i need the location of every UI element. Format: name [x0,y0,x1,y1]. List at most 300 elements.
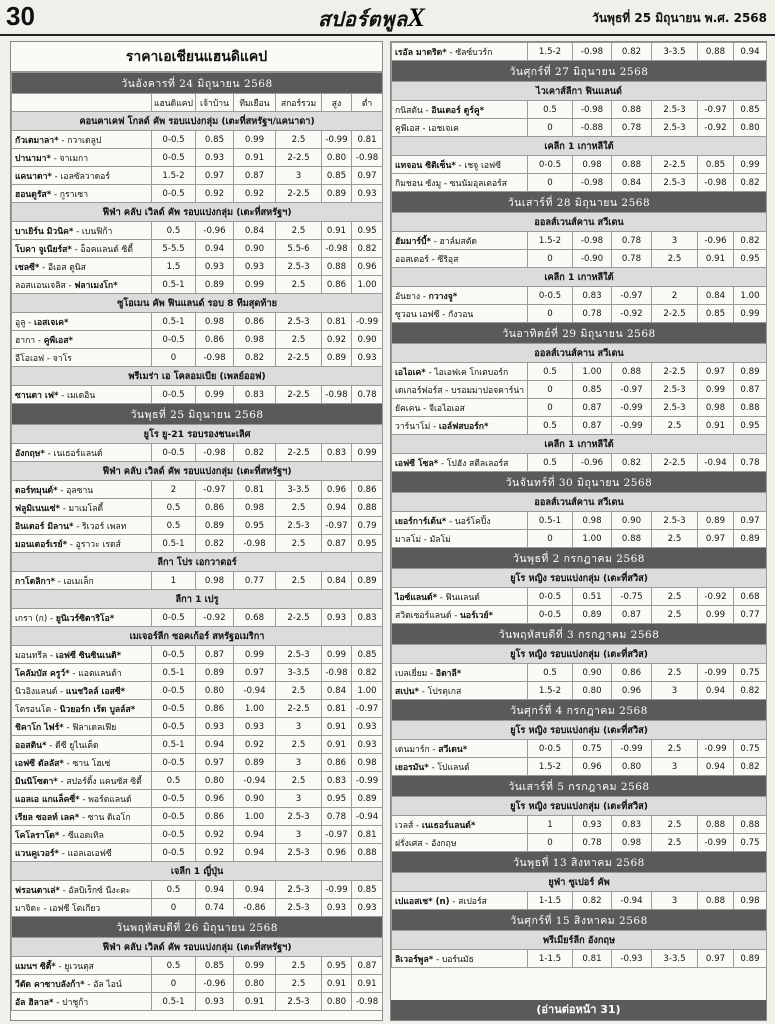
away-team: ฟิลาเดลเฟีย [72,722,117,733]
home-team: อังกฤษ* [15,448,45,459]
odds-value: 2.5-3 [276,646,322,664]
odds-value: 1 [528,816,573,834]
home-team: แคนาดา* [15,171,52,182]
odds-value: 0.75 [734,664,767,682]
date-header: วันศุกร์ที่ 27 มิถุนายน 2568 [392,61,767,82]
odds-value: 0.77 [234,572,276,590]
away-team: นอร์เวย์* [460,610,493,621]
date-header: วันพุธที่ 2 กรกฎาคม 2568 [392,548,767,569]
odds-value: -0.96 [698,232,734,250]
match-teams [392,816,528,834]
away-team: มัลโม่ [429,534,451,545]
odds-value: 0.88 [698,43,734,61]
date-header: วันพฤหัสบดีที่ 3 กรกฎาคม 2568 [392,624,767,645]
date-header-row [392,910,767,931]
odds-value: 0.87 [196,646,234,664]
odds-value: 0.5 [528,363,573,381]
odds-value: 1.00 [234,700,276,718]
odds-value: -0.98 [196,444,234,462]
league-header: ออลส์เวนส์คาน สวีเดน [392,344,767,363]
odds-value: 0.94 [698,682,734,700]
match-teams [392,174,528,192]
team-separator: - [51,171,61,182]
league-header: คอนคาเคฟ โกลด์ คัพ รอบแบ่งกลุ่ม (เตะที่สหรัฐฯ/แคนาดา) [12,112,383,131]
home-team: ลอสแอนเจลิส [15,280,66,291]
odds-value: 0.93 [352,899,383,917]
odds-value: 0.85 [352,646,383,664]
odds-value: 0.97 [698,950,734,968]
odds-value: 0.91 [234,149,276,167]
odds-value: 0.5 [152,957,196,975]
odds-value: 0.82 [734,174,767,192]
odds-value: 2-2.5 [652,156,698,174]
odds-value: 2.5-3 [276,808,322,826]
away-team: โปแลนด์ [437,762,470,773]
odds-value: 0.5 [528,664,573,682]
odds-value: 0.94 [234,844,276,862]
date-header-row [392,700,767,721]
team-separator: - [421,534,430,545]
match-row [392,454,767,472]
match-teams [12,790,152,808]
match-teams [12,808,152,826]
odds-value: -0.98 [234,535,276,553]
team-separator: - [51,704,60,715]
match-teams [392,454,528,472]
odds-value: -0.98 [573,43,612,61]
odds-value: 0.93 [234,718,276,736]
league-header-row [12,938,383,957]
odds-value: 0.80 [234,975,276,993]
match-teams [392,892,528,910]
away-team: พอร์ตแลนด์ [88,794,132,805]
right-column [390,41,767,1021]
odds-value: 2.5 [276,535,322,553]
odds-value: 0.94 [322,499,352,517]
home-team: เรอัล มาดริด* [395,47,447,58]
date-header-row [392,624,767,645]
match-teams [12,700,152,718]
team-separator: - [84,979,94,990]
away-team: นอร์โคปิ้ง [454,516,491,527]
odds-value: 2.5-3 [276,899,322,917]
match-row [392,512,767,530]
odds-value: 0.78 [352,386,383,404]
odds-value: 0.85 [196,957,234,975]
odds-value: 0.90 [234,240,276,258]
match-row [12,240,383,258]
odds-value: 0.94 [196,736,234,754]
odds-value: 0.91 [234,993,276,1011]
odds-value: 0.68 [234,609,276,627]
odds-value: 0.5-1 [152,276,196,294]
league-header-row [392,82,767,101]
match-row [12,258,383,276]
team-separator: - [442,385,452,396]
odds-value: 3 [652,232,698,250]
odds-value: 0-0.5 [152,682,196,700]
odds-value: -0.92 [698,588,734,606]
team-separator: - [67,539,76,550]
odds-value: 2-2.5 [652,305,698,323]
odds-value: 0.95 [734,250,767,268]
odds-value: 2.5-3 [652,101,698,119]
date-header: วันศุกร์ที่ 15 สิงหาคม 2568 [392,910,767,931]
home-team: กนิสตัน [395,105,423,116]
home-team: มาลโม่ [395,534,422,545]
odds-value: 0.99 [734,305,767,323]
odds-value: 0.89 [196,664,234,682]
odds-value: 0.86 [234,313,276,331]
odds-value: 0-0.5 [152,754,196,772]
home-team: เปแอสเช* (n) [395,896,450,907]
team-separator: - [420,291,429,302]
date-header-row [392,548,767,569]
team-separator: - [430,421,439,432]
away-team: สปอร์ติ้ง แคนซัส ซิตี้ [66,776,142,787]
home-team: แมนฯ ซิตี้* [15,961,56,972]
match-row [12,149,383,167]
match-teams [12,222,152,240]
odds-value: 0.88 [734,399,767,417]
home-team: เรียล ซอลท์ เลค* [15,812,80,823]
team-separator: - [422,838,432,849]
odds-value: 0.99 [234,957,276,975]
home-team: สวิตเซอร์แลนด์ [395,610,452,621]
odds-value: 0.85 [322,167,352,185]
odds-value: 0.89 [196,517,234,535]
match-row [392,740,767,758]
odds-value: 2-2.5 [652,454,698,472]
odds-value: 0.87 [234,167,276,185]
date-header-row [392,323,767,344]
odds-value: 0.81 [573,950,612,968]
match-teams [12,149,152,167]
away-team: อูราวะ เรดส์ [75,539,121,550]
home-team: เกรา (ก) [15,613,48,624]
odds-value: -0.97 [698,101,734,119]
match-row [12,899,383,917]
page-number: 30 [6,1,35,31]
home-team: มอนเตอร์เรย์* [15,539,68,550]
odds-value: 0-0.5 [528,606,573,624]
match-teams [12,754,152,772]
odds-value: 0.68 [734,588,767,606]
odds-value: 0.99 [698,381,734,399]
odds-value: 2.5-3 [652,399,698,417]
odds-value: 0.51 [573,588,612,606]
odds-value: 0.81 [352,826,383,844]
odds-value: 2.5 [276,276,322,294]
odds-value: 2-2.5 [276,609,322,627]
odds-value: 0.88 [698,892,734,910]
odds-value: 0.99 [734,156,767,174]
match-row [12,609,383,627]
date-header-row [392,192,767,213]
match-teams [12,572,152,590]
odds-value: 0.93 [196,993,234,1011]
team-separator: - [438,458,447,469]
odds-value: 2.5 [276,499,322,517]
odds-value: 2-2.5 [276,386,322,404]
team-separator: - [71,244,81,255]
league-header-row [12,553,383,572]
league-header-row [392,344,767,363]
match-row [12,808,383,826]
match-teams [392,530,528,548]
odds-value: 1.00 [573,363,612,381]
odds-value: -0.90 [573,250,612,268]
match-teams [12,258,152,276]
odds-value: -0.97 [352,700,383,718]
match-row [12,535,383,553]
match-row [392,758,767,776]
page-title: ราคาเอเชียนแฮนดิแคป [11,42,382,72]
odds-value: 0.83 [352,609,383,627]
league-header-row [392,569,767,588]
team-separator: - [422,105,432,116]
odds-value: 0.87 [573,399,612,417]
odds-value: 0.78 [734,454,767,472]
team-separator: - [57,686,66,697]
odds-value: 3-3.5 [652,43,698,61]
odds-value: 1.5-2 [528,232,573,250]
league-header: ฟีฟ่า คลับ เวิลด์ คัพ รอบแบ่งกลุ่ม (เตะที่สหรัฐฯ) [12,938,383,957]
team-separator: - [46,740,56,751]
away-team: กวาเดลูป [67,135,102,146]
odds-value: 2-2.5 [276,149,322,167]
team-separator: - [59,848,68,859]
odds-value: 0.94 [234,826,276,844]
odds-value: 0.93 [573,816,612,834]
odds-value: 0.88 [612,530,652,548]
odds-value: 0.5-1 [152,993,196,1011]
odds-value: 0.89 [734,950,767,968]
match-teams [12,881,152,899]
home-team: ดอร์ทมุนด์* [15,485,58,496]
odds-value: -0.96 [196,975,234,993]
odds-value: 0.96 [612,682,652,700]
team-separator: - [427,668,436,679]
odds-value: 0.98 [352,754,383,772]
team-separator: - [55,961,65,972]
away-team: เอฟซี โตเกียว [49,903,101,914]
match-row [392,174,767,192]
odds-value: -0.86 [234,899,276,917]
league-header: ฟีฟ่า คลับ เวิลด์ คัพ รอบแบ่งกลุ่ม (เตะที่สหรัฐฯ) [12,203,383,222]
match-teams [392,119,528,137]
column-header: แฮนดิแคป [152,94,196,112]
odds-value: 0.80 [573,682,612,700]
odds-value: 0.5-1 [152,664,196,682]
match-teams [392,43,528,61]
odds-value: 0.80 [322,149,352,167]
odds-value: -0.97 [196,481,234,499]
team-separator: - [79,794,89,805]
odds-value: 0.98 [573,156,612,174]
away-team: ยูเวนตุส [64,961,94,972]
match-row [392,363,767,381]
home-team: นิวอิงแลนด์ [15,686,58,697]
odds-value: 0.81 [352,131,383,149]
odds-value: -0.98 [573,101,612,119]
odds-value: 0.93 [352,736,383,754]
odds-value: -0.99 [698,664,734,682]
match-teams [392,950,528,968]
odds-value: 3 [652,892,698,910]
column-header: เจ้าบ้าน [196,94,234,112]
odds-value: 0.90 [234,790,276,808]
odds-value: 0.88 [698,816,734,834]
odds-value: 5.5-6 [276,240,322,258]
away-team: คูพีเอส* [43,335,73,346]
odds-value: 0.75 [734,834,767,852]
match-row [12,718,383,736]
odds-value: 0.95 [322,790,352,808]
odds-value: 0.92 [234,185,276,203]
odds-value: 3 [276,826,322,844]
odds-value: 1-1.5 [528,950,573,968]
odds-value: 0.81 [322,313,352,331]
team-separator: - [428,254,438,265]
odds-value: 0.93 [196,718,234,736]
odds-value: 2.5-3 [276,258,322,276]
match-teams [392,740,528,758]
odds-value: 2.5 [652,664,698,682]
odds-value: 3 [276,718,322,736]
odds-value: -0.97 [612,381,652,399]
match-teams [12,444,152,462]
odds-value: 0.84 [234,222,276,240]
odds-value: -0.94 [698,454,734,472]
odds-value: 2.5-3 [652,381,698,399]
away-team: อิตาลี* [435,668,462,679]
odds-value: 0.99 [322,646,352,664]
date-header: วันเสาร์ที่ 28 มิถุนายน 2568 [392,192,767,213]
home-team: อันยาง [395,291,421,302]
team-separator: - [449,896,459,907]
team-separator: - [53,997,63,1008]
team-separator: - [44,448,54,459]
odds-value: 0.81 [322,700,352,718]
league-header: ฟีฟ่า คลับ เวิลด์ คัพ รอบแบ่งกลุ่ม (เตะที่สหรัฐฯ) [12,462,383,481]
odds-value: 0.92 [196,826,234,844]
match-row [12,499,383,517]
odds-value: 0.85 [734,101,767,119]
page-header [0,0,775,36]
team-separator: - [58,390,68,401]
team-separator: - [57,776,67,787]
odds-value: 1.00 [573,530,612,548]
match-row [12,754,383,772]
odds-value: 0.85 [196,131,234,149]
match-teams [392,588,528,606]
league-header-row [12,462,383,481]
odds-value: 0.80 [196,772,234,790]
odds-value: 0.99 [234,276,276,294]
match-row [12,682,383,700]
continue-notice: (อ่านต่อหน้า 31) [391,1000,766,1020]
away-team: กวางจู* [428,291,458,302]
home-team: ฮอนดูรัส* [15,189,52,200]
away-team: สวีเดน* [438,744,468,755]
match-row [12,881,383,899]
league-header: เมเจอร์ลีก ซอคเก้อร์ สหรัฐอเมริกา [12,627,383,646]
away-team: กังวอน [448,309,474,320]
odds-value: -0.94 [234,772,276,790]
odds-value: 2-2.5 [276,349,322,367]
league-header-row [392,797,767,816]
odds-value: 0.89 [234,754,276,772]
odds-value: 0.85 [573,381,612,399]
team-separator: - [59,503,69,514]
odds-value: 0.93 [352,349,383,367]
odds-value: 0.83 [573,287,612,305]
odds-value: 2.5 [652,606,698,624]
match-row [12,167,383,185]
odds-value: 2.5 [276,331,322,349]
league-header: พรีเมียร์ลีก อังกฤษ [392,931,767,950]
odds-value: 2.5 [276,222,322,240]
odds-value: 0.87 [352,957,383,975]
logo-x: X [407,3,426,32]
home-team: ฮากา [15,335,36,346]
league-header: เคลีก 1 เกาหลีใต้ [392,435,767,454]
odds-value: 0.93 [352,718,383,736]
match-teams [392,156,528,174]
match-row [392,892,767,910]
odds-value: 0.86 [196,331,234,349]
match-teams [392,399,528,417]
odds-value: -0.98 [196,349,234,367]
odds-value: 0.96 [352,258,383,276]
league-header-row [392,721,767,740]
date-header-row [12,73,383,94]
home-team: อินเตอร์ มิลาน* [15,521,74,532]
away-team: ยูนิเวร์ซิตาริโอ* [55,613,115,624]
team-separator: - [59,885,69,896]
match-teams [392,305,528,323]
odds-value: 0.96 [573,758,612,776]
team-separator: - [419,686,428,697]
odds-value: 3-3.5 [276,664,322,682]
odds-value: 0.97 [196,754,234,772]
league-header-row [392,873,767,892]
match-row [12,313,383,331]
odds-value: 0.89 [573,606,612,624]
odds-value: 2 [152,481,196,499]
league-header-row [392,137,767,156]
match-teams [392,101,528,119]
match-teams [392,606,528,624]
match-row [12,572,383,590]
home-team: โคลัมบัส ครูว์* [15,668,70,679]
odds-value: 0.82 [234,349,276,367]
match-teams [12,499,152,517]
odds-value: 2.5 [652,417,698,435]
match-row [12,664,383,682]
odds-value: 0.95 [234,517,276,535]
odds-value: 0-0.5 [152,149,196,167]
away-team: นิวยอร์ก เร้ด บูลล์ส* [59,704,136,715]
odds-value: 0.80 [734,119,767,137]
odds-value: -0.96 [573,454,612,472]
match-teams [392,232,528,250]
odds-value: 1.00 [352,682,383,700]
league-header-row [12,112,383,131]
away-team: ซีริอุส [437,254,459,265]
home-team: กิมชอน ซังมู [395,178,442,189]
